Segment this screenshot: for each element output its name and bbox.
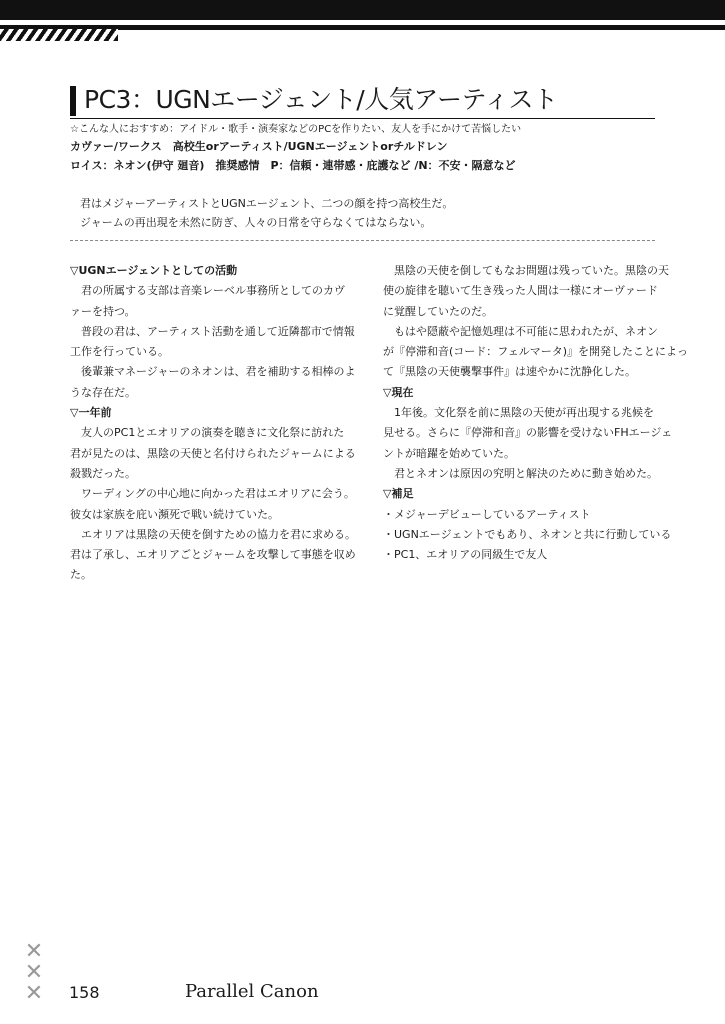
body-line: ワーディングの中心地に向かった君はエオリアに会う。 bbox=[70, 487, 355, 501]
footer-marks bbox=[22, 941, 46, 1004]
hatch-decoration bbox=[0, 29, 118, 41]
body-line: エオリアは黒陰の天使を倒すための協力を君に求める。 bbox=[70, 527, 356, 541]
intro-line: 君はメジャーアーティストとUGNエージェント、二つの顔を持つ高校生だ。 bbox=[80, 197, 454, 210]
x-mark-icon: ✕ bbox=[24, 981, 44, 1006]
lois-line: ロイス：ネオン(伊守 廻音) 推奨感情 P：信頼・連帯感・庇護など /N：不安・隔意など bbox=[70, 159, 516, 172]
body-line: 殺戮だった。 bbox=[70, 466, 136, 480]
body-line: 君は了承し、エオリアごとジャームを攻撃して事態を収め bbox=[70, 548, 356, 562]
body-line: 君の所属する支部は音楽レーベル事務所としてのカヴ bbox=[70, 284, 345, 298]
body-line: ントが暗躍を始めていた。 bbox=[383, 446, 515, 460]
body-line: 見せる。さらに『停滞和音』の影響を受けないFHエージェ bbox=[383, 426, 673, 440]
x-mark-icon: ✕ bbox=[24, 960, 44, 985]
left-column bbox=[70, 261, 356, 586]
right-column bbox=[383, 261, 689, 565]
intro-line: ジャームの再出現を未然に防ぎ、人々の日常を守らなくてはならない。 bbox=[80, 216, 432, 229]
body-line: ・UGNエージェントでもあり、ネオンと共に行動している bbox=[383, 527, 672, 541]
body-line: うな存在だ。 bbox=[70, 385, 136, 399]
section-heading: ▽現在 bbox=[383, 385, 414, 399]
body-line: 工作を行っている。 bbox=[70, 345, 169, 359]
body-line: に覚醒していたのだ。 bbox=[383, 304, 493, 318]
body-line: て『黒陰の天使襲撃事件』は速やかに沈静化した。 bbox=[383, 365, 636, 379]
x-mark-icon: ✕ bbox=[24, 939, 44, 964]
title-underline bbox=[70, 118, 655, 119]
cover-works-line: カヴァー/ワークス 高校生orアーティスト/UGNエージェントorチルドレン bbox=[70, 140, 448, 153]
section-heading: ▽一年前 bbox=[70, 406, 112, 420]
body-line: ・PC1、エオリアの同級生で友人 bbox=[383, 548, 548, 562]
section-divider bbox=[70, 240, 655, 241]
body-line: 彼女は家族を庇い瀕死で戦い続けていた。 bbox=[70, 507, 279, 521]
body-line: 友人のPC1とエオリアの演奏を聴きに文化祭に訪れた bbox=[70, 426, 345, 440]
top-decorative-band bbox=[0, 0, 725, 20]
section-heading: ▽UGNエージェントとしての活動 bbox=[70, 264, 238, 277]
body-line: た。 bbox=[70, 568, 92, 582]
page-title: PC3：UGNエージェント/人気アーティスト bbox=[84, 85, 558, 114]
body-line: ・メジャーデビューしているアーティスト bbox=[383, 507, 591, 521]
page-number: 158 bbox=[69, 983, 100, 1002]
book-title: Parallel Canon bbox=[185, 981, 319, 1002]
body-line: もはや隠蔽や記憶処理は不可能に思われたが、ネオン bbox=[383, 324, 658, 338]
body-line: ァーを持つ。 bbox=[70, 304, 136, 318]
intro-paragraph bbox=[80, 194, 453, 232]
section-heading: ▽補足 bbox=[383, 487, 414, 501]
body-line: 1年後。文化祭を前に黒陰の天使が再出現する兆候を bbox=[383, 406, 654, 420]
body-line: が『停滞和音(コード：フェルマータ)』を開発したことによっ bbox=[383, 345, 689, 359]
body-line: 使の旋律を聴いて生き残った人間は一様にオーヴァード bbox=[383, 284, 658, 298]
body-line: 君とネオンは原因の究明と解決のために動き始めた。 bbox=[383, 466, 658, 480]
body-line: 後輩兼マネージャーのネオンは、君を補助する相棒のよ bbox=[70, 365, 356, 379]
body-line: 普段の君は、アーティスト活動を通して近隣都市で情報 bbox=[70, 324, 355, 338]
body-line: 君が見たのは、黒陰の天使と名付けられたジャームによる bbox=[70, 446, 356, 460]
body-line: 黒陰の天使を倒してもなお問題は残っていた。黒陰の天 bbox=[383, 264, 669, 277]
title-bar-marker bbox=[70, 86, 76, 116]
recommendation-line: ☆こんな人におすすめ：アイドル・歌手・演奏家などのPCを作りたい、友人を手にかけて苦悩したい bbox=[70, 124, 522, 135]
